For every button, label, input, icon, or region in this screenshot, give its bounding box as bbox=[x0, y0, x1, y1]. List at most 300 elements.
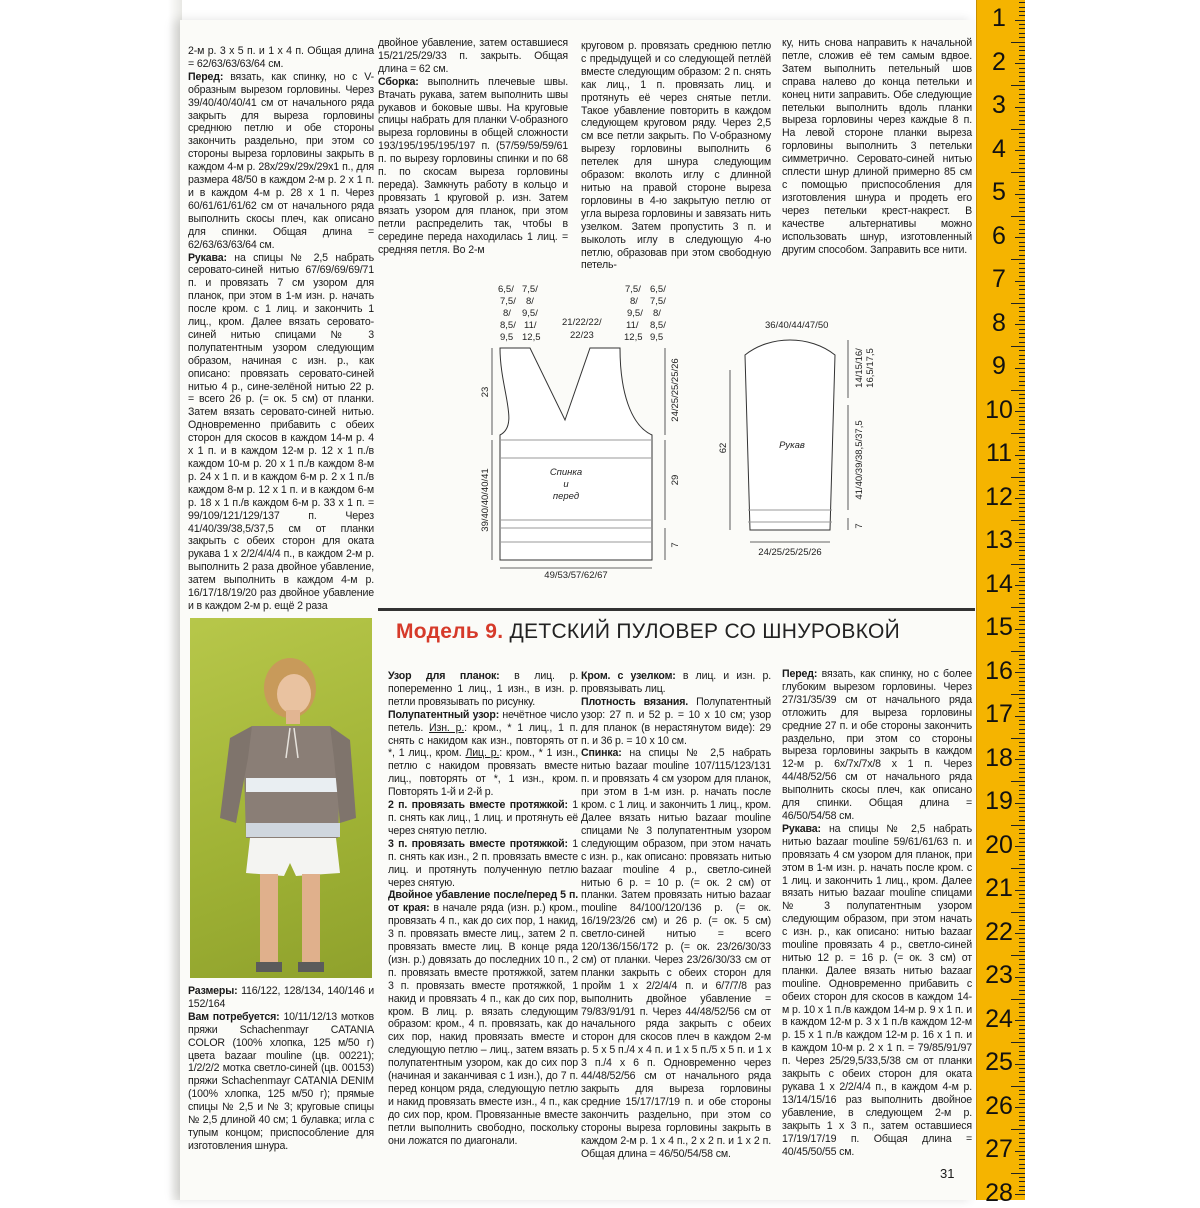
ruler-tick bbox=[1019, 320, 1025, 321]
ruler-tick bbox=[1019, 407, 1025, 408]
ruler-tick bbox=[1019, 120, 1025, 121]
ruler-number: 22 bbox=[985, 917, 1013, 946]
sizes-materials-text bbox=[188, 985, 374, 1153]
ruler-tick bbox=[1019, 698, 1025, 699]
ruler-tick bbox=[1011, 651, 1025, 652]
ruler-tick bbox=[1011, 1042, 1025, 1043]
ruler-tick bbox=[1019, 1025, 1025, 1026]
ruler-tick bbox=[1011, 912, 1025, 913]
column-2-text bbox=[378, 37, 568, 256]
ruler-tick bbox=[1019, 864, 1025, 865]
ruler-tick bbox=[1019, 829, 1025, 830]
ruler-tick bbox=[1015, 585, 1025, 586]
ruler-tick bbox=[1019, 1016, 1025, 1017]
ruler-tick bbox=[1019, 903, 1025, 904]
ruler-tick bbox=[1019, 1059, 1025, 1060]
ruler-tick bbox=[1019, 994, 1025, 995]
ruler-tick bbox=[1011, 216, 1025, 217]
model-title bbox=[396, 620, 900, 644]
ruler-tick bbox=[1019, 681, 1025, 682]
ruler-tick bbox=[1019, 1077, 1025, 1078]
ruler-tick bbox=[1019, 1190, 1025, 1191]
ruler-number: 24 bbox=[985, 1004, 1013, 1033]
ruler-tick bbox=[1019, 133, 1025, 134]
ruler-tick bbox=[1019, 598, 1025, 599]
ruler-tick bbox=[1019, 729, 1025, 730]
ruler-tick bbox=[1019, 685, 1025, 686]
ruler-tick bbox=[1019, 772, 1025, 773]
dim-29: 29 bbox=[670, 474, 681, 486]
ruler-tick bbox=[1019, 255, 1025, 256]
ruler-tick bbox=[1019, 268, 1025, 269]
ruler-tick bbox=[1019, 463, 1025, 464]
ruler-tick bbox=[1019, 263, 1025, 264]
neck-width: 21/22/22/ bbox=[562, 317, 602, 328]
paragraph: Вам потребуется: 10/11/12/13 мотков пряжи Schachenmayr CATANIA COLOR (100% хлопка, 125 м/50 г) цвета bazaar mouline (цв. 00221); 1/2/2/2 мотка светло-синей (цв. 00153) пряжи Schachenmayr CATANIA DENIM (100% хлопка, 125 м/50 г); прямые спицы № 2,5 и № 3; круговые спицы № 2,5 длиной 40 см; 1 булавка; игла с тупым концом; приспособление для изготовления шнура. bbox=[188, 1010, 374, 1152]
svg-text:9,5: 9,5 bbox=[650, 332, 664, 343]
svg-text:7,5/: 7,5/ bbox=[650, 296, 666, 307]
ruler-tick bbox=[1019, 316, 1025, 317]
ruler-tick bbox=[1019, 1081, 1025, 1082]
ruler-tick bbox=[1019, 711, 1025, 712]
ruler-tick bbox=[1019, 507, 1025, 508]
paragraph: Размеры: 116/122, 128/134, 140/146 и 152/164 bbox=[188, 985, 374, 1010]
ruler-tick bbox=[1019, 1094, 1025, 1095]
ruler-tick bbox=[1019, 646, 1025, 647]
body-label-1: Спинка bbox=[549, 467, 583, 478]
sleeve-cap-height: 14/15/16/ bbox=[854, 348, 865, 388]
ruler-tick bbox=[1011, 1129, 1025, 1130]
ruler-number: 2 bbox=[992, 47, 1006, 76]
ruler-tick bbox=[1015, 803, 1025, 804]
ruler-number: 21 bbox=[985, 874, 1013, 902]
ruler-tick bbox=[1011, 42, 1025, 43]
ruler-tick bbox=[1011, 390, 1025, 391]
ruler-tick bbox=[1015, 1107, 1025, 1108]
ruler-tick bbox=[1019, 1164, 1025, 1165]
ruler-number: 27 bbox=[985, 1135, 1013, 1163]
ruler-tick bbox=[1019, 1186, 1025, 1187]
sleeve-length-62: 62 bbox=[718, 442, 729, 454]
ruler-tick bbox=[1019, 855, 1025, 856]
sleeve-cuff-7: 7 bbox=[854, 523, 865, 529]
ruler-tick bbox=[1011, 172, 1025, 173]
ruler-number: 15 bbox=[985, 613, 1013, 641]
ruler-tick bbox=[1019, 111, 1025, 112]
ruler-tick bbox=[1015, 368, 1025, 369]
ruler-tick bbox=[1019, 137, 1025, 138]
ruler-tick bbox=[1019, 481, 1025, 482]
svg-text:8,5/: 8,5/ bbox=[500, 320, 516, 331]
ruler-tick bbox=[1019, 333, 1025, 334]
ruler-tick bbox=[1019, 642, 1025, 643]
ruler-tick bbox=[1011, 607, 1025, 608]
column-6-text bbox=[581, 670, 771, 1160]
ruler-tick bbox=[1019, 537, 1025, 538]
ruler-tick bbox=[1019, 872, 1025, 873]
ruler-number: 16 bbox=[985, 656, 1013, 685]
dim-7-body: 7 bbox=[670, 542, 681, 548]
ruler-tick bbox=[1019, 50, 1025, 51]
ruler-tick bbox=[1019, 289, 1025, 290]
ruler-tick bbox=[1019, 659, 1025, 660]
ruler-tick bbox=[1019, 494, 1025, 495]
ruler-tick bbox=[1019, 246, 1025, 247]
ruler-tick bbox=[1019, 1133, 1025, 1134]
ruler-tick bbox=[1019, 637, 1025, 638]
ruler-tick bbox=[1019, 233, 1025, 234]
svg-text:7,5/: 7,5/ bbox=[500, 296, 516, 307]
ruler-tick bbox=[1019, 490, 1025, 491]
ruler-tick bbox=[1019, 559, 1025, 560]
ruler-number: 9 bbox=[992, 352, 1006, 380]
ruler-number: 23 bbox=[985, 961, 1013, 989]
model-name: ДЕТСКИЙ ПУЛОВЕР СО ШНУРОВКОЙ bbox=[509, 620, 901, 643]
svg-text:7,5/: 7,5/ bbox=[522, 284, 538, 295]
model-heading bbox=[378, 608, 975, 648]
ruler-tick bbox=[1011, 520, 1025, 521]
ruler-tick bbox=[1011, 564, 1025, 565]
ruler-tick bbox=[1011, 129, 1025, 130]
ruler-tick bbox=[1019, 603, 1025, 604]
ruler-tick bbox=[1015, 63, 1025, 64]
ruler-tick bbox=[1015, 759, 1025, 760]
sleeve-cuff-width: 24/25/25/25/26 bbox=[758, 547, 822, 558]
column-5-text bbox=[388, 670, 578, 1148]
ruler-tick bbox=[1019, 450, 1025, 451]
paragraph: Плотность вязания. Полупатентный узор: 27 п. и 52 р. = 10 х 10 см; узор для планок (в нерастянутом виде): 29 п. и 36 р. = 10 х 10 см. bbox=[581, 695, 771, 747]
paragraph: Рукава: на спицы № 2,5 набрать нитью bazaar mouline 59/61/61/63 п. и провязать 4 см узором для планок, при этом в 1-м изн. р. начать после кром. с 1 лиц. и закончить 1 лиц., кром. Далее вязать нитью bazaar mouline спицами № 3 полупатентным узором следующим образом, при этом начать с изн. р., как описано: нитью bazaar mouline провязать 4 р., светло-синей нитью 12 р. = 16 р. (= ок. 3 см) от планки. Далее вязать нитью bazaar mouline. Одновременно прибавить с обеих сторон для скосов в каждом 14-м р. 10 х 1 п./в каждом 14-м р. 9 х 1 п. и в каждом 12-м р. 3 х 1 п./в каждом 12-м р. 15 х 1 п./в каждом 12-м р. 16 х 1 п. и в каждом 10-м р. 2 х 1 п. = 79/85/91/97 п. Через 25/29,5/33,5/38 см от планки закрыть с обеих сторон для оката рукава 1 х 2/2/4/4 п., в каждом 4-м р. 13/14/15/16 раз выполнить двойное убавление, в следующем 2-м р. закрыть 1 х 3 п., затем оставшиеся 17/19/17/19 п. Общая длина = 40/45/50/55 см. bbox=[782, 822, 972, 1158]
ruler-tick bbox=[1019, 529, 1025, 530]
ruler-tick bbox=[1019, 376, 1025, 377]
svg-text:6,5/: 6,5/ bbox=[498, 284, 514, 295]
ruler-tick bbox=[1015, 281, 1025, 282]
column-4-text bbox=[782, 37, 972, 256]
ruler-tick bbox=[1019, 155, 1025, 156]
sleeve-cap-height-2: 16,5/17,5 bbox=[865, 348, 876, 388]
ruler-tick bbox=[1019, 920, 1025, 921]
sleeve-diagram bbox=[745, 340, 835, 530]
ruler-tick bbox=[1019, 81, 1025, 82]
dim-23: 23 bbox=[480, 386, 491, 398]
ruler-tick bbox=[1015, 455, 1025, 456]
ruler-tick bbox=[1019, 851, 1025, 852]
ruler-tick bbox=[1019, 633, 1025, 634]
ruler-tick bbox=[1011, 825, 1025, 826]
ruler-number: 19 bbox=[985, 787, 1013, 815]
svg-text:6,5/: 6,5/ bbox=[650, 284, 666, 295]
ruler-tick bbox=[1019, 503, 1025, 504]
ruler-tick bbox=[1019, 159, 1025, 160]
ruler-tick bbox=[1019, 590, 1025, 591]
shoulder-right-a bbox=[624, 284, 643, 343]
ruler-tick bbox=[1019, 294, 1025, 295]
ruler-tick bbox=[1019, 1120, 1025, 1121]
ruler-tick bbox=[1019, 381, 1025, 382]
ruler-tick bbox=[1019, 546, 1025, 547]
ruler-tick bbox=[1019, 102, 1025, 103]
ruler-tick bbox=[1019, 838, 1025, 839]
ruler-tick bbox=[1019, 1012, 1025, 1013]
paragraph: 3 п. провязать вместе протяжкой: 1 п. снять как изн., 2 п. провязать вместе лиц. и протянуть полученную петлю через снятую. bbox=[388, 837, 578, 889]
ruler-tick bbox=[1019, 185, 1025, 186]
ruler-tick bbox=[1015, 411, 1025, 412]
svg-text:8,5/: 8,5/ bbox=[650, 320, 666, 331]
sleeve-top-width: 36/40/44/47/50 bbox=[765, 320, 829, 331]
svg-text:9,5/: 9,5/ bbox=[522, 308, 538, 319]
ruler-tick bbox=[1019, 833, 1025, 834]
ruler-tick bbox=[1019, 820, 1025, 821]
svg-text:12,5: 12,5 bbox=[624, 332, 643, 343]
paragraph: Кром. с узелком: в лиц. и изн. р. провязывать лиц. bbox=[581, 670, 771, 695]
paragraph: круговом р. провязать среднюю петлю с предыдущей и со следующей петлёй вместе следующим образом: 2 п. снять как лиц., 1 п. провязать лиц. и протянуть её через снятые петли. Такое убавление повторить в каждом следующем круговом ряду. Через 2,5 см все петли закрыть. По V-образному вырезу горловины выполнить 6 петелек для шнура следующим образом: вколоть иглу с длинной нитью на правой стороне выреза горловины в 4-ю закрытую петлю от угла выреза горловины и завязать нить узелком. Затем пропустить 3 п. и выколоть иглу в следующую 4-ю петлю, образовав при этом свободную петель- bbox=[581, 40, 771, 272]
ruler-tick bbox=[1015, 890, 1025, 891]
ruler-tick bbox=[1015, 1151, 1025, 1152]
column-1-text bbox=[188, 45, 374, 613]
ruler-tick bbox=[1015, 542, 1025, 543]
ruler-tick bbox=[1019, 298, 1025, 299]
ruler-tick bbox=[1019, 68, 1025, 69]
ruler-tick bbox=[1019, 755, 1025, 756]
ruler-tick bbox=[1019, 398, 1025, 399]
ruler-tick bbox=[1015, 1020, 1025, 1021]
ruler-tick bbox=[1019, 881, 1025, 882]
ruler-tick bbox=[1011, 303, 1025, 304]
ruler-tick bbox=[1019, 620, 1025, 621]
ruler-number: 25 bbox=[985, 1048, 1013, 1076]
ruler-tick bbox=[1019, 142, 1025, 143]
measuring-tape bbox=[976, 0, 1025, 1207]
ruler-tick bbox=[1019, 94, 1025, 95]
ruler-tick bbox=[1019, 524, 1025, 525]
ruler-tick bbox=[1015, 846, 1025, 847]
ruler-tick bbox=[1019, 372, 1025, 373]
child-in-pullover-illustration bbox=[190, 618, 372, 978]
ruler-tick bbox=[1019, 1181, 1025, 1182]
ruler-tick bbox=[1019, 550, 1025, 551]
ruler-tick bbox=[1019, 677, 1025, 678]
ruler-tick bbox=[1019, 420, 1025, 421]
ruler-number: 13 bbox=[985, 526, 1013, 554]
ruler-tick bbox=[1019, 968, 1025, 969]
ruler-tick bbox=[1019, 311, 1025, 312]
ruler-tick bbox=[1019, 168, 1025, 169]
ruler-tick bbox=[1019, 807, 1025, 808]
ruler-tick bbox=[1019, 163, 1025, 164]
ruler-tick bbox=[1019, 1159, 1025, 1160]
ruler-tick bbox=[1019, 24, 1025, 25]
ruler-number: 28 bbox=[985, 1178, 1013, 1207]
ruler-tick bbox=[1019, 429, 1025, 430]
ruler-tick bbox=[1019, 811, 1025, 812]
ruler-tick bbox=[1015, 324, 1025, 325]
ruler-tick bbox=[1019, 359, 1025, 360]
ruler-tick bbox=[1019, 664, 1025, 665]
ruler-tick bbox=[1019, 594, 1025, 595]
svg-text:9,5/: 9,5/ bbox=[627, 308, 643, 319]
ruler-tick bbox=[1019, 1072, 1025, 1073]
ruler-tick bbox=[1019, 211, 1025, 212]
ruler-tick bbox=[1019, 1155, 1025, 1156]
ruler-tick bbox=[1019, 202, 1025, 203]
ruler-number: 4 bbox=[992, 134, 1006, 163]
paragraph: Сборка: выполнить плечевые швы. Втачать рукава, затем выполнить швы рукавов и боковые швы. На круговые спицы набрать для планки V-образного выреза горловины в общей сложности 193/195/195/195/197 п. (57/59/59/59/61 п. по вырезу горловины спинки и по 68 п. по скосам выреза горловины переда). Замкнуть работу в кольцо и провязать 1 круговой р. изн. Затем вязать узором для планок, при этом петли распределить так, чтобы в середине переда находилась 1 лиц. = средняя петля. Во 2-м bbox=[378, 75, 568, 256]
ruler-tick bbox=[1015, 933, 1025, 934]
paragraph: Спинка: на спицы № 2,5 набрать нитью bazaar mouline 107/115/123/131 п. и провязать 4 см узором для планок, при этом в 1-м изн. р. начать после кром. с 1 лиц. и закончить 1 лиц., кром. Далее вязать нитью bazaar mouline спицами № 3 полупатентным узором следующим образом, при этом начать с изн. р., как описано: провязать нитью bazaar mouline 4 р., светло-синей нитью 6 р. = 10 р. (= ок. 2 см) от планки. Затем провязать нитью bazaar mouline 84/100/120/136 р. (= ок. 16/19/23/26 см) и 26 р. (= ок. 5 см) светло-синей нитью = всего 120/136/156/172 р. (= ок. 23/26/30/33 см) от планки. Через 23/26/30/33 см от планки закрыть с обеих сторон для пройм 1 х 2/2/4/4 п. и 6/7/7/8 раз выполнить двойное убавление = 79/83/91/91 п. Через 44/48/52/56 см от начального ряда закрыть с обеих сторон для скосов плеч в каждом 2-м р. 5 х 5 п./4 х 4 п. и 1 х 5 п./5 х 5 п. и 1 х 3 п./4 х 6 п. Одновременно через 44/48/52/56 см от начального ряда закрыть для выреза горловины средние 15/17/17/19 п. и обе стороны закончить раздельно, при этом со стороны выреза горловины закрыть в каждом 2-м р. 1 х 4 п., 2 х 2 п. и 1 х 2 п. Общая длина = 46/50/54/58 см. bbox=[581, 747, 771, 1160]
ruler-tick bbox=[1011, 955, 1025, 956]
paragraph: 2 п. провязать вместе протяжкой: 1 п. снять как лиц., 1 лиц. и протянуть её через снятую петлю. bbox=[388, 799, 578, 837]
ruler-tick bbox=[1019, 28, 1025, 29]
svg-text:11/: 11/ bbox=[524, 320, 537, 331]
ruler-number: 20 bbox=[985, 830, 1013, 859]
ruler-tick bbox=[1019, 59, 1025, 60]
ruler-tick bbox=[1019, 337, 1025, 338]
ruler-tick bbox=[1019, 1068, 1025, 1069]
ruler-tick bbox=[1019, 785, 1025, 786]
ruler-tick bbox=[1011, 1086, 1025, 1087]
ruler-tick bbox=[1015, 107, 1025, 108]
dim-body-width: 49/53/57/62/67 bbox=[544, 570, 608, 580]
neck-width-2: 22/23 bbox=[570, 330, 594, 341]
ruler-tick bbox=[1019, 951, 1025, 952]
ruler-tick bbox=[1019, 842, 1025, 843]
ruler-tick bbox=[1019, 1055, 1025, 1056]
ruler-tick bbox=[1019, 1003, 1025, 1004]
sleeve-length: 41/40/39/38,5/37,5 bbox=[854, 420, 865, 500]
ruler-tick bbox=[1019, 2, 1025, 3]
ruler-tick bbox=[1019, 516, 1025, 517]
ruler-tick bbox=[1019, 1125, 1025, 1126]
svg-text:7,5/: 7,5/ bbox=[625, 284, 641, 295]
ruler-tick bbox=[1011, 346, 1025, 347]
shoulder-right-b bbox=[650, 284, 666, 343]
ruler-tick bbox=[1019, 668, 1025, 669]
ruler-tick bbox=[1019, 98, 1025, 99]
ruler-tick bbox=[1019, 329, 1025, 330]
ruler-tick bbox=[1019, 511, 1025, 512]
ruler-tick bbox=[1019, 115, 1025, 116]
ruler-tick bbox=[1019, 990, 1025, 991]
ruler-tick bbox=[1019, 885, 1025, 886]
ruler-tick bbox=[1019, 307, 1025, 308]
body-label-2: и bbox=[563, 479, 569, 490]
ruler-tick bbox=[1019, 938, 1025, 939]
ruler-tick bbox=[1019, 929, 1025, 930]
ruler-tick bbox=[1019, 403, 1025, 404]
ruler-tick bbox=[1019, 568, 1025, 569]
ruler-tick bbox=[1015, 977, 1025, 978]
ruler-tick bbox=[1011, 738, 1025, 739]
ruler-tick bbox=[1019, 15, 1025, 16]
ruler-tick bbox=[1019, 342, 1025, 343]
ruler-tick bbox=[1019, 742, 1025, 743]
ruler-number: 3 bbox=[992, 91, 1006, 119]
ruler-tick bbox=[1019, 768, 1025, 769]
ruler-tick bbox=[1015, 1194, 1025, 1195]
paragraph: ку, нить снова направить к начальной петле, сложив её тем самым вдвое. Затем выполнить петельный шов справа налево до конца петельки и конец нити заправить. Обе следующие петельки выполнить вдоль планки выреза горловины через каждые 8 п. На левой стороне планки выреза горловины выполнить 3 петельки симметрично. Серовато-синей нитью сплести шнур длиной примерно 85 см с помощью приспособления для изготовления шнура и продеть его через петельки крест-накрест. В качестве альтернативы можно использовать шнур, изготовленный другим способом. Заправить все нити. bbox=[782, 37, 972, 256]
ruler-number: 17 bbox=[985, 700, 1013, 728]
ruler-tick bbox=[1019, 1138, 1025, 1139]
ruler-tick bbox=[1019, 485, 1025, 486]
ruler-tick bbox=[1015, 20, 1025, 21]
ruler-tick bbox=[1019, 946, 1025, 947]
model-photo bbox=[190, 618, 372, 978]
ruler-tick bbox=[1019, 690, 1025, 691]
ruler-tick bbox=[1019, 442, 1025, 443]
ruler-number: 8 bbox=[992, 308, 1006, 337]
ruler-tick bbox=[1019, 468, 1025, 469]
ruler-tick bbox=[1011, 477, 1025, 478]
ruler-tick bbox=[1019, 925, 1025, 926]
ruler-tick bbox=[1019, 55, 1025, 56]
ruler-tick bbox=[1015, 716, 1025, 717]
paragraph: 2-м р. 3 х 5 п. и 1 х 4 п. Общая длина = 62/63/63/63/64 см. bbox=[188, 45, 374, 70]
ruler-tick bbox=[1019, 1038, 1025, 1039]
ruler-tick bbox=[1019, 207, 1025, 208]
ruler-tick bbox=[1019, 720, 1025, 721]
ruler-number: 14 bbox=[985, 569, 1013, 598]
ruler-tick bbox=[1019, 459, 1025, 460]
ruler-number: 1 bbox=[992, 4, 1006, 32]
ruler-tick bbox=[1019, 146, 1025, 147]
ruler-tick bbox=[1015, 194, 1025, 195]
ruler-tick bbox=[1019, 894, 1025, 895]
ruler-tick bbox=[1019, 972, 1025, 973]
body-piece-diagram bbox=[500, 348, 652, 560]
ruler-tick bbox=[1019, 942, 1025, 943]
ruler-tick bbox=[1019, 981, 1025, 982]
ruler-tick bbox=[1019, 555, 1025, 556]
ruler-number: 18 bbox=[985, 743, 1013, 772]
ruler-tick bbox=[1019, 424, 1025, 425]
ruler-tick bbox=[1019, 877, 1025, 878]
ruler-tick bbox=[1019, 446, 1025, 447]
ruler-tick bbox=[1019, 790, 1025, 791]
ruler-tick bbox=[1019, 764, 1025, 765]
ruler-tick bbox=[1019, 1116, 1025, 1117]
ruler-tick bbox=[1015, 672, 1025, 673]
ruler-tick bbox=[1019, 624, 1025, 625]
paragraph: Перед: вязать, как спинку, но с более глубоким вырезом горловины. Через 27/31/35/39 см от начального ряда отложить для выреза горловины средние 27 п. и обе стороны закончить раздельно, при этом со стороны выреза горловины закрыть в каждом 12-м р. 6х/7х/7х/8 х 1 п. Через 44/48/52/56 см от начального ряда выполнить скосы плеч, как описано для спинки. Общая длина = 46/50/54/58 см. bbox=[782, 668, 972, 822]
ruler-tick bbox=[1019, 581, 1025, 582]
ruler-tick bbox=[1019, 385, 1025, 386]
ruler-tick bbox=[1019, 816, 1025, 817]
ruler-tick bbox=[1019, 898, 1025, 899]
ruler-tick bbox=[1019, 916, 1025, 917]
ruler-tick bbox=[1019, 1112, 1025, 1113]
ruler-number: 5 bbox=[992, 178, 1006, 206]
ruler-tick bbox=[1019, 124, 1025, 125]
body-label-3: перед bbox=[552, 491, 580, 502]
column-7-text bbox=[782, 668, 972, 1158]
ruler-tick bbox=[1019, 746, 1025, 747]
ruler-tick bbox=[1019, 181, 1025, 182]
ruler-tick bbox=[1019, 959, 1025, 960]
ruler-tick bbox=[1019, 198, 1025, 199]
ruler-tick bbox=[1019, 1046, 1025, 1047]
ruler-tick bbox=[1019, 276, 1025, 277]
ruler-tick bbox=[1019, 572, 1025, 573]
ruler-tick bbox=[1019, 272, 1025, 273]
ruler-tick bbox=[1019, 707, 1025, 708]
ruler-tick bbox=[1019, 220, 1025, 221]
pattern-schematic bbox=[470, 280, 890, 580]
ruler-tick bbox=[1019, 72, 1025, 73]
ruler-tick bbox=[1019, 907, 1025, 908]
ruler-tick bbox=[1019, 229, 1025, 230]
ruler-tick bbox=[1019, 1168, 1025, 1169]
ruler-tick bbox=[1019, 577, 1025, 578]
